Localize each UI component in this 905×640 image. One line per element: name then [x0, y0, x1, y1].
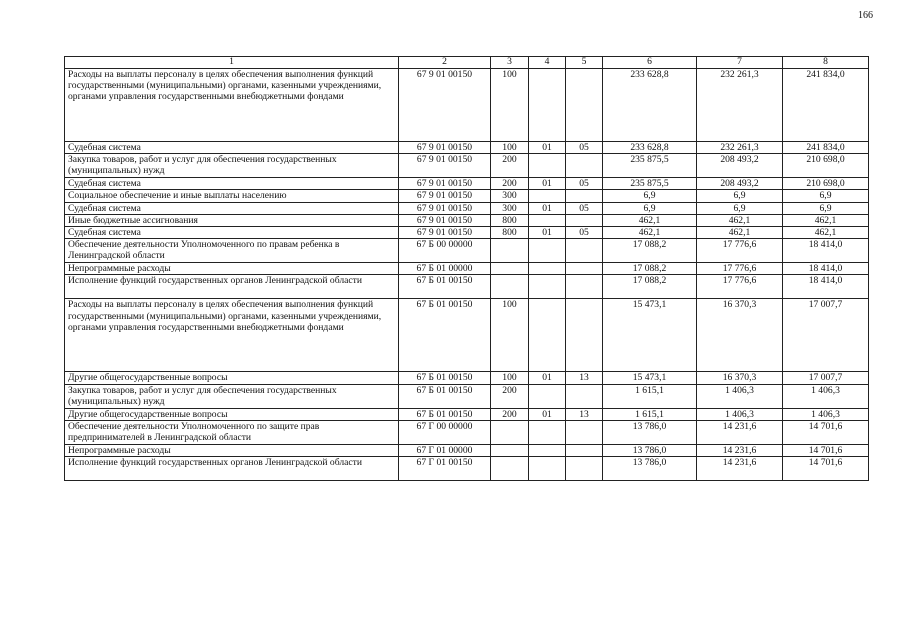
row-amount-cell: 15 473,1 [603, 299, 697, 372]
row-name-cell: Исполнение функций государственных органов Ленинградской области [65, 457, 399, 481]
row-expense-type-cell [491, 239, 529, 263]
row-subsection-cell: 13 [566, 408, 603, 420]
row-code-cell: 67 Б 01 00150 [399, 408, 491, 420]
table-row [65, 142, 869, 154]
row-subsection-cell [566, 239, 603, 263]
row-amount-cell: 462,1 [603, 227, 697, 239]
row-code-cell: 67 Б 01 00150 [399, 384, 491, 408]
row-subsection-cell [566, 457, 603, 481]
row-amount-cell: 462,1 [603, 214, 697, 226]
page-number: 166 [858, 10, 873, 21]
row-amount-cell: 17 007,7 [783, 372, 869, 384]
row-expense-type-cell: 200 [491, 154, 529, 178]
row-amount-cell: 13 786,0 [603, 457, 697, 481]
row-amount-cell: 6,9 [603, 202, 697, 214]
row-amount-cell: 15 473,1 [603, 372, 697, 384]
row-code-cell: 67 Г 01 00150 [399, 457, 491, 481]
row-expense-type-cell: 100 [491, 69, 529, 142]
row-subsection-cell [566, 69, 603, 142]
row-amount-cell: 462,1 [783, 227, 869, 239]
row-amount-cell: 1 615,1 [603, 408, 697, 420]
header-cell: 2 [399, 57, 491, 69]
row-section-cell: 01 [529, 142, 566, 154]
row-amount-cell: 17 007,7 [783, 299, 869, 372]
row-section-cell [529, 444, 566, 456]
table-row [65, 444, 869, 456]
row-code-cell: 67 Б 01 00150 [399, 372, 491, 384]
row-section-cell [529, 420, 566, 444]
row-amount-cell: 210 698,0 [783, 154, 869, 178]
header-cell: 6 [603, 57, 697, 69]
row-amount-cell: 14 701,6 [783, 420, 869, 444]
row-section-cell [529, 214, 566, 226]
table-row [65, 214, 869, 226]
row-expense-type-cell: 100 [491, 372, 529, 384]
row-subsection-cell [566, 384, 603, 408]
row-name-cell: Расходы на выплаты персоналу в целях обеспечения выполнения функций государственными (муниципальными) органами, казенными учреждениями, органами управления государственными внебюджетными фондами [65, 299, 399, 372]
row-amount-cell: 1 615,1 [603, 384, 697, 408]
row-subsection-cell: 05 [566, 227, 603, 239]
row-section-cell: 01 [529, 372, 566, 384]
row-amount-cell: 14 701,6 [783, 457, 869, 481]
row-code-cell: 67 Б 01 00150 [399, 299, 491, 372]
table-row [65, 275, 869, 299]
row-name-cell: Судебная система [65, 178, 399, 190]
header-cell: 8 [783, 57, 869, 69]
header-cell: 1 [65, 57, 399, 69]
table-row [65, 69, 869, 142]
row-expense-type-cell: 300 [491, 202, 529, 214]
row-section-cell [529, 154, 566, 178]
row-name-cell: Судебная система [65, 227, 399, 239]
row-expense-type-cell [491, 420, 529, 444]
table-row [65, 263, 869, 275]
row-amount-cell: 232 261,3 [697, 142, 783, 154]
row-amount-cell: 241 834,0 [783, 69, 869, 142]
row-name-cell: Обеспечение деятельности Уполномоченного по правам ребенка в Ленинградской области [65, 239, 399, 263]
header-cell: 4 [529, 57, 566, 69]
row-expense-type-cell: 800 [491, 227, 529, 239]
row-expense-type-cell: 800 [491, 214, 529, 226]
row-expense-type-cell: 100 [491, 142, 529, 154]
row-code-cell: 67 9 01 00150 [399, 227, 491, 239]
row-section-cell [529, 299, 566, 372]
row-expense-type-cell: 200 [491, 178, 529, 190]
table-row [65, 372, 869, 384]
header-row [65, 57, 869, 69]
row-amount-cell: 210 698,0 [783, 178, 869, 190]
row-section-cell [529, 190, 566, 202]
row-section-cell: 01 [529, 227, 566, 239]
row-amount-cell: 13 786,0 [603, 420, 697, 444]
row-subsection-cell [566, 299, 603, 372]
table-row [65, 190, 869, 202]
table-row [65, 408, 869, 420]
row-section-cell [529, 275, 566, 299]
row-code-cell: 67 Б 00 00000 [399, 239, 491, 263]
row-expense-type-cell [491, 275, 529, 299]
row-amount-cell: 6,9 [783, 190, 869, 202]
row-amount-cell: 17 088,2 [603, 275, 697, 299]
row-code-cell: 67 Г 00 00000 [399, 420, 491, 444]
row-amount-cell: 18 414,0 [783, 275, 869, 299]
row-amount-cell: 14 231,6 [697, 457, 783, 481]
row-name-cell: Закупка товаров, работ и услуг для обеспечения государственных (муниципальных) нужд [65, 384, 399, 408]
header-cell: 7 [697, 57, 783, 69]
row-amount-cell: 17 088,2 [603, 263, 697, 275]
row-amount-cell: 208 493,2 [697, 154, 783, 178]
row-amount-cell: 241 834,0 [783, 142, 869, 154]
row-expense-type-cell: 200 [491, 408, 529, 420]
row-subsection-cell: 13 [566, 372, 603, 384]
row-amount-cell: 16 370,3 [697, 299, 783, 372]
row-amount-cell: 6,9 [783, 202, 869, 214]
row-expense-type-cell: 200 [491, 384, 529, 408]
row-amount-cell: 1 406,3 [783, 384, 869, 408]
row-code-cell: 67 Б 01 00150 [399, 275, 491, 299]
row-name-cell: Судебная система [65, 202, 399, 214]
table-row [65, 239, 869, 263]
row-name-cell: Обеспечение деятельности Уполномоченного по защите прав предпринимателей в Ленинградской области [65, 420, 399, 444]
row-code-cell: 67 9 01 00150 [399, 154, 491, 178]
row-amount-cell: 1 406,3 [697, 384, 783, 408]
row-code-cell: 67 9 01 00150 [399, 190, 491, 202]
row-subsection-cell: 05 [566, 178, 603, 190]
row-subsection-cell [566, 420, 603, 444]
row-code-cell: 67 9 01 00150 [399, 178, 491, 190]
row-expense-type-cell: 100 [491, 299, 529, 372]
row-section-cell [529, 263, 566, 275]
row-subsection-cell [566, 263, 603, 275]
row-name-cell: Судебная система [65, 142, 399, 154]
row-amount-cell: 14 231,6 [697, 420, 783, 444]
table-row [65, 202, 869, 214]
table-row [65, 299, 869, 372]
row-section-cell [529, 69, 566, 142]
row-code-cell: 67 Г 01 00000 [399, 444, 491, 456]
row-amount-cell: 14 701,6 [783, 444, 869, 456]
row-name-cell: Социальное обеспечение и иные выплаты населению [65, 190, 399, 202]
row-section-cell [529, 384, 566, 408]
table-row [65, 178, 869, 190]
row-subsection-cell [566, 190, 603, 202]
row-amount-cell: 232 261,3 [697, 69, 783, 142]
row-section-cell [529, 457, 566, 481]
row-subsection-cell: 05 [566, 142, 603, 154]
row-expense-type-cell: 300 [491, 190, 529, 202]
table-row [65, 457, 869, 481]
row-section-cell: 01 [529, 202, 566, 214]
row-amount-cell: 462,1 [783, 214, 869, 226]
row-amount-cell: 233 628,8 [603, 142, 697, 154]
row-expense-type-cell [491, 457, 529, 481]
row-name-cell: Исполнение функций государственных органов Ленинградской области [65, 275, 399, 299]
table-row [65, 154, 869, 178]
header-cell: 5 [566, 57, 603, 69]
budget-table [64, 56, 869, 481]
row-amount-cell: 18 414,0 [783, 239, 869, 263]
row-amount-cell: 14 231,6 [697, 444, 783, 456]
row-subsection-cell [566, 214, 603, 226]
row-code-cell: 67 9 01 00150 [399, 142, 491, 154]
row-amount-cell: 13 786,0 [603, 444, 697, 456]
row-code-cell: 67 9 01 00150 [399, 202, 491, 214]
row-amount-cell: 18 414,0 [783, 263, 869, 275]
row-subsection-cell [566, 154, 603, 178]
row-section-cell [529, 239, 566, 263]
row-expense-type-cell [491, 263, 529, 275]
row-amount-cell: 462,1 [697, 214, 783, 226]
row-code-cell: 67 9 01 00150 [399, 69, 491, 142]
table-row [65, 227, 869, 239]
row-amount-cell: 6,9 [603, 190, 697, 202]
row-amount-cell: 233 628,8 [603, 69, 697, 142]
row-amount-cell: 17 776,6 [697, 275, 783, 299]
table-row [65, 420, 869, 444]
header-cell: 3 [491, 57, 529, 69]
row-section-cell: 01 [529, 178, 566, 190]
row-name-cell: Расходы на выплаты персоналу в целях обеспечения выполнения функций государственными (муниципальными) органами, казенными учреждениями, органами управления государственными внебюджетными фондами [65, 69, 399, 142]
row-subsection-cell: 05 [566, 202, 603, 214]
row-amount-cell: 17 776,6 [697, 263, 783, 275]
row-expense-type-cell [491, 444, 529, 456]
row-name-cell: Непрограммные расходы [65, 263, 399, 275]
row-amount-cell: 235 875,5 [603, 154, 697, 178]
row-name-cell: Непрограммные расходы [65, 444, 399, 456]
row-subsection-cell [566, 275, 603, 299]
row-amount-cell: 6,9 [697, 202, 783, 214]
row-code-cell: 67 9 01 00150 [399, 214, 491, 226]
row-amount-cell: 1 406,3 [697, 408, 783, 420]
row-section-cell: 01 [529, 408, 566, 420]
row-name-cell: Закупка товаров, работ и услуг для обеспечения государственных (муниципальных) нужд [65, 154, 399, 178]
table-row [65, 384, 869, 408]
row-amount-cell: 17 776,6 [697, 239, 783, 263]
row-amount-cell: 235 875,5 [603, 178, 697, 190]
row-amount-cell: 16 370,3 [697, 372, 783, 384]
row-code-cell: 67 Б 01 00000 [399, 263, 491, 275]
row-name-cell: Другие общегосударственные вопросы [65, 372, 399, 384]
table-body [65, 57, 869, 481]
row-amount-cell: 1 406,3 [783, 408, 869, 420]
row-name-cell: Другие общегосударственные вопросы [65, 408, 399, 420]
row-amount-cell: 6,9 [697, 190, 783, 202]
row-amount-cell: 17 088,2 [603, 239, 697, 263]
row-subsection-cell [566, 444, 603, 456]
row-amount-cell: 462,1 [697, 227, 783, 239]
row-name-cell: Иные бюджетные ассигнования [65, 214, 399, 226]
row-amount-cell: 208 493,2 [697, 178, 783, 190]
